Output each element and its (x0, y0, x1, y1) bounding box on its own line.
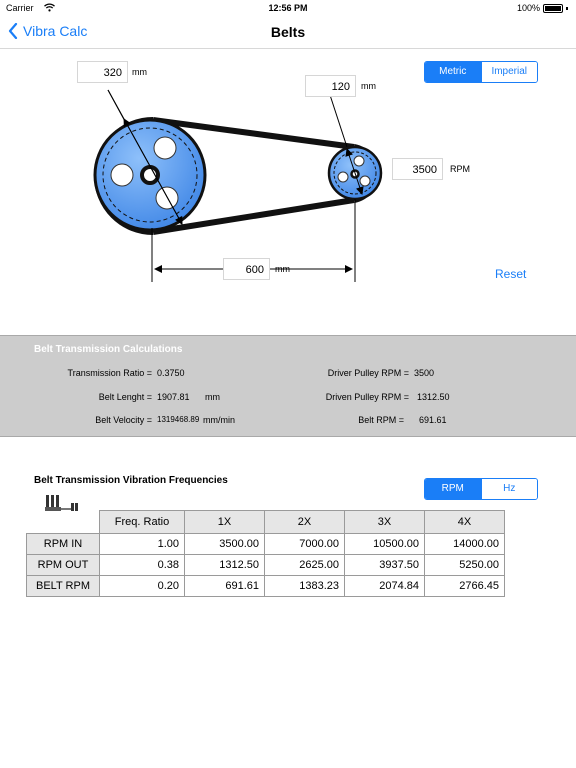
table-cell: 2074.84 (345, 576, 425, 597)
driver-diameter-unit: mm (132, 67, 147, 77)
calculations-header: Belt Transmission Calculations (34, 344, 183, 355)
table-cell: 2766.45 (425, 576, 505, 597)
belt-length-unit: mm (205, 392, 220, 402)
column-header: 3X (345, 511, 425, 534)
reset-button[interactable]: Reset (495, 267, 527, 281)
battery-tip (566, 7, 568, 10)
table-cell: 691.61 (185, 576, 265, 597)
segment-metric[interactable]: Metric (425, 62, 481, 82)
driven-pulley-rpm-value: 1312.50 (417, 392, 450, 402)
carrier-label: Carrier (6, 3, 34, 13)
row-header: BELT RPM (27, 576, 100, 597)
units-segmented-control (424, 61, 538, 83)
page-title: Belts (270, 24, 306, 40)
row-header: RPM OUT (27, 555, 100, 576)
transmission-ratio-value: 0.3750 (157, 368, 185, 378)
transmission-ratio-label: Transmission Ratio = (67, 368, 152, 378)
table-cell: 7000.00 (265, 534, 345, 555)
driver-rpm-unit: RPM (450, 164, 470, 174)
table-cell: 3937.50 (345, 555, 425, 576)
belt-length-label: Belt Lenght = (98, 392, 152, 402)
column-header: 4X (425, 511, 505, 534)
frequency-unit-segmented-control (424, 478, 538, 500)
status-bar (0, 0, 576, 16)
row-header: RPM IN (27, 534, 100, 555)
table-cell: 1.00 (100, 534, 185, 555)
driven-diameter-input[interactable]: 120 (305, 75, 356, 97)
belt-velocity-unit: mm/min (203, 415, 235, 425)
table-row (27, 534, 505, 555)
column-header: 1X (185, 511, 265, 534)
clock: 12:56 PM (268, 3, 308, 13)
calculations-panel (0, 335, 576, 437)
table-cell: 1312.50 (185, 555, 265, 576)
table-header-row (27, 511, 505, 534)
table-cell: 0.38 (100, 555, 185, 576)
table-cell: 10500.00 (345, 534, 425, 555)
belt-rpm-value: 691.61 (419, 415, 447, 425)
table-cell: 0.20 (100, 576, 185, 597)
navigation-bar (0, 16, 576, 49)
table-row (27, 576, 505, 597)
corner-cell (27, 511, 100, 534)
table-cell: 2625.00 (265, 555, 345, 576)
table-cell: 5250.00 (425, 555, 505, 576)
belt-velocity-label: Belt Velocity = (95, 415, 152, 425)
belt-length-value: 1907.81 (157, 392, 190, 402)
driver-rpm-input[interactable]: 3500 (392, 158, 443, 180)
driver-pulley-rpm-value: 3500 (414, 368, 435, 378)
driver-pulley-rpm-label: Driver Pulley RPM = (327, 368, 409, 378)
column-header: 2X (265, 511, 345, 534)
battery-status (517, 3, 568, 13)
table-cell: 1383.23 (265, 576, 345, 597)
driven-pulley-rpm-label: Driven Pulley RPM = (325, 392, 409, 402)
center-distance-input[interactable]: 600 (223, 258, 270, 280)
vibration-table (26, 510, 505, 597)
table-row (27, 555, 505, 576)
segment-hz[interactable]: Hz (481, 479, 538, 499)
driven-diameter-unit: mm (361, 81, 376, 91)
battery-percent: 100% (516, 3, 540, 13)
belt-rpm-label: Belt RPM = (358, 415, 404, 425)
battery-icon (543, 4, 563, 13)
segment-imperial[interactable]: Imperial (481, 62, 538, 82)
center-distance-unit: mm (275, 264, 290, 274)
driver-diameter-input[interactable]: 320 (77, 61, 128, 83)
column-header: Freq. Ratio (100, 511, 185, 534)
back-label: Vibra Calc (23, 23, 88, 39)
driver-pulley (95, 120, 205, 230)
segment-rpm[interactable]: RPM (425, 479, 481, 499)
table-cell: 14000.00 (425, 534, 505, 555)
vibration-title: Belt Transmission Vibration Frequencies (34, 475, 228, 486)
belt-velocity-value: 1319468.89 (157, 415, 200, 424)
belt-diagram (0, 50, 576, 320)
table-cell: 3500.00 (185, 534, 265, 555)
